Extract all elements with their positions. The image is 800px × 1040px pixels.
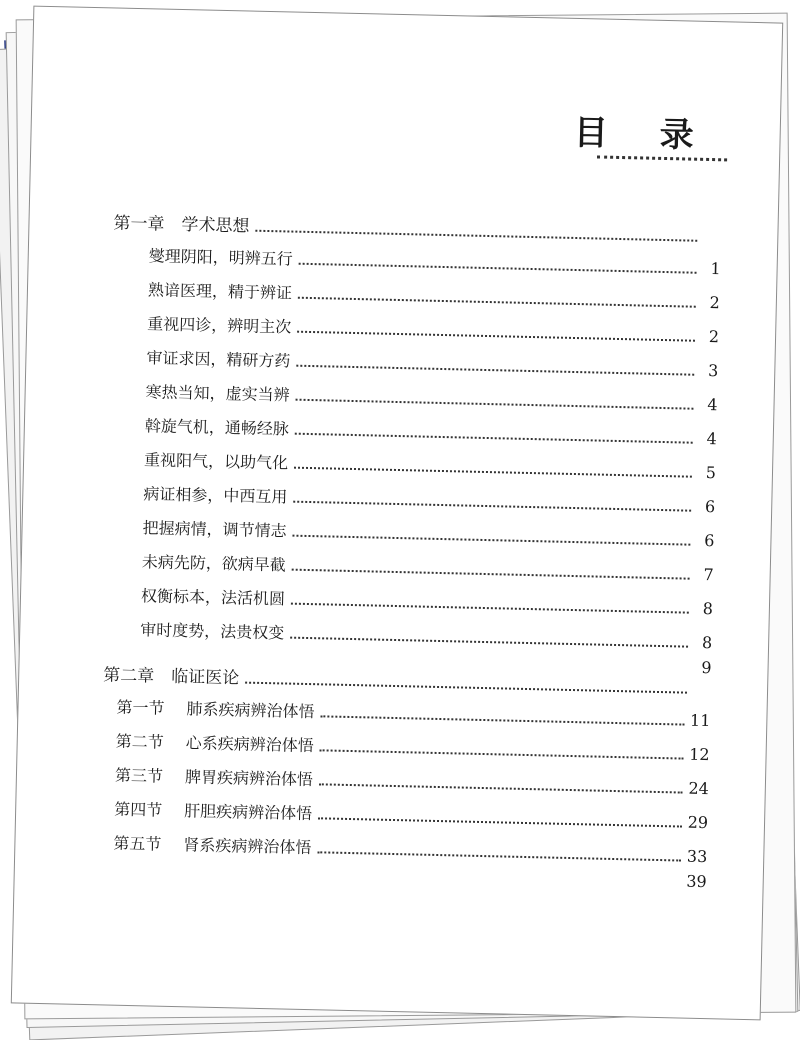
page-number: 3: [700, 361, 718, 380]
page-title: 目 录: [573, 105, 714, 157]
section-title: 肾系疾病辨治体悟: [183, 835, 311, 857]
section-title: 心系疾病辨治体悟: [186, 733, 314, 755]
dot-leader: [295, 433, 693, 444]
dot-leader: [245, 682, 687, 694]
entry-title: 权衡标本，法活机圆: [141, 583, 286, 609]
entry-title: 斡旋气机，通畅经脉: [145, 413, 290, 439]
page-number-trailing: 39: [686, 872, 707, 891]
dot-leader: [293, 501, 691, 512]
dot-leader: [318, 817, 682, 827]
entry-title: 燮理阴阳，明辨五行: [149, 243, 294, 269]
entry-title: 把握病情，调节情志: [142, 515, 287, 541]
page-number: 11: [690, 711, 711, 730]
entry-title: 熟谙医理，精于辨证: [148, 277, 293, 303]
entry-title: 重视阳气，以助气化: [144, 447, 289, 473]
section-title: 脾胃疾病辨治体悟: [185, 767, 313, 789]
dot-leader: [255, 230, 697, 242]
dot-leader: [296, 399, 694, 410]
page-number: 24: [688, 779, 709, 798]
section-title: 肺系疾病辨治体悟: [186, 699, 314, 721]
dot-leader: [296, 365, 694, 376]
dot-leader: [297, 331, 695, 342]
page-number: 33: [687, 847, 708, 866]
entry-title: 审时度势，法贵权变: [140, 617, 285, 643]
dot-leader: [292, 569, 690, 580]
entry-title: 审证求因，精研方药: [146, 345, 291, 371]
contents-page: [11, 6, 783, 1021]
dot-leader: [319, 783, 683, 793]
page-number: 1: [702, 259, 720, 278]
entry-title: 未病先防，欲病早截: [142, 549, 287, 575]
page-number: 6: [696, 531, 714, 550]
page-number: 4: [699, 429, 717, 448]
page-number: 5: [698, 463, 716, 482]
page-number: 2: [701, 327, 719, 346]
dot-leader: [320, 715, 684, 725]
page-number: 8: [695, 599, 713, 618]
section-number: 第四节: [114, 797, 185, 822]
table-of-contents: [99, 208, 722, 888]
page-number-trailing: 9: [693, 658, 711, 677]
entry-title: 重视四诊，辨明主次: [147, 311, 292, 337]
dot-leader: [299, 263, 697, 274]
page-number: 4: [699, 395, 717, 414]
page-number: 2: [702, 293, 720, 312]
section-title: 肝胆疾病辨治体悟: [184, 801, 312, 823]
page-number: 7: [695, 565, 713, 584]
page-number: 6: [697, 497, 715, 516]
page-number: 12: [689, 745, 710, 764]
dot-leader: [317, 851, 681, 861]
dot-leader: [320, 749, 684, 759]
entry-title: 病证相参，中西互用: [143, 481, 288, 507]
dot-leader: [291, 603, 689, 614]
dot-leader: [290, 637, 688, 648]
page-number: 29: [687, 813, 708, 832]
chapter-title: 第二章 临证医论: [103, 660, 240, 688]
chapter-title: 第一章 学术思想: [113, 208, 250, 236]
section-number: 第一节: [116, 695, 187, 720]
section-number: 第五节: [113, 831, 184, 856]
section-number: 第三节: [115, 763, 186, 788]
entry-title: 寒热当知，虚实当辨: [145, 379, 290, 405]
dot-leader: [298, 297, 696, 308]
dot-leader: [294, 467, 692, 478]
page-number: 8: [694, 633, 712, 652]
dot-leader: [292, 535, 690, 546]
section-number: 第二节: [116, 729, 187, 754]
